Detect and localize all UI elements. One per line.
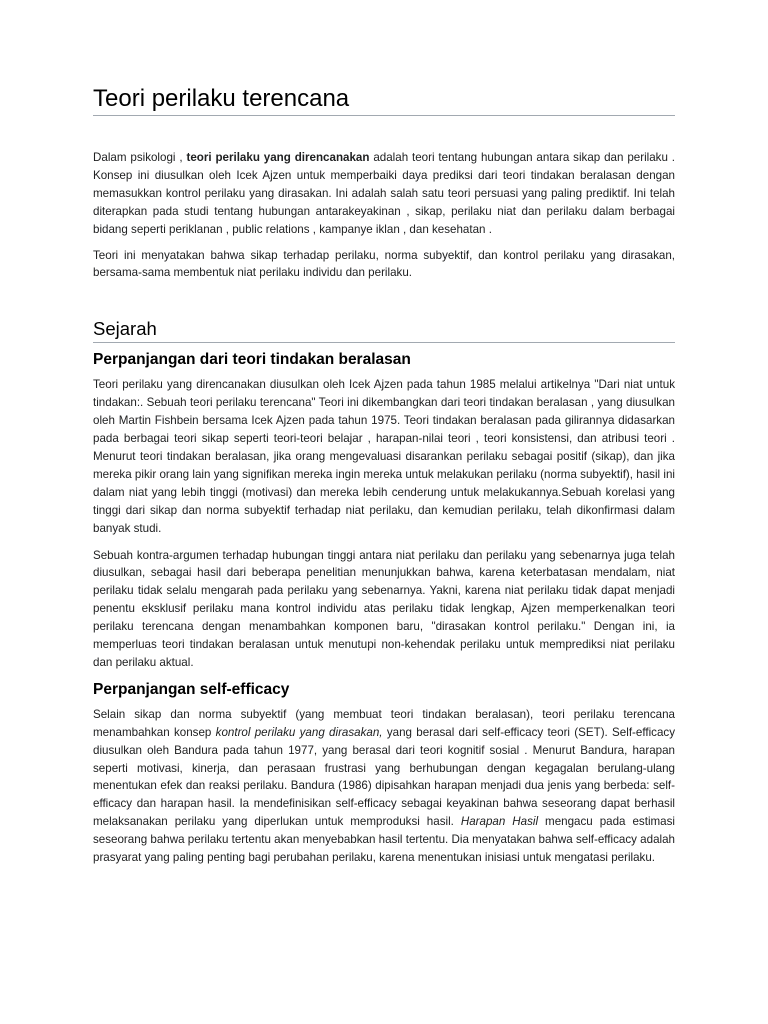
intro-paragraph-2: Teori ini menyatakan bahwa sikap terhadap perilaku, norma subyektif, dan kontrol perilaku yang dirasakan, bersama-sama membentuk niat perilaku individu dan perilaku. (93, 248, 675, 280)
intro-p1-text-c: adalah teori tentang hubungan antara sikap dan perilaku . Konsep ini diusulkan oleh Icek Ajzen untuk memperbaiki daya prediksi dari teori tindakan beralasan dengan memasukkan kontrol perilaku yang dirasakan. Ini adalah salah satu teori persuasi yang paling prediktif. Ini telah diterapkan pada studi tentang hubungan antarakeyakinan , sikap, perilaku niat dan perilaku dalam berbagai bidang seperti periklanan , public relations , kampanye iklan , dan kesehatan . (93, 151, 676, 236)
sub2-p1-text-a: Selain sikap dan norma subyektif (yang membuat teori tindakan beralasan), teori perilaku terencana menambahkan konsep (93, 707, 675, 739)
subsection-heading-tindakan-beralasan: Perpanjangan dari teori tindakan beralasan (93, 351, 411, 369)
sejarah-sub2-paragraph-1 (93, 706, 675, 867)
sub2-p1-text-c: yang berasal dari self-efficacy teori (SET). Self-efficacy diusulkan oleh Bandura pada tahun 1977, yang berasal dari teori kognitif sosial . Menurut Bandura, harapan seperti motivasi, kinerja, dan perasaan frustrasi yang berhubungan dengan kegagalan berulang-ulang menentukan efek dan reaksi perilaku. Bandura (1986) dipisahkan harapan menjadi dua jenis yang berbeda: self-efficacy dan harapan hasil. Ia mendefinisikan self-efficacy sebagai keyakinan bahwa seseorang dapat berhasil melaksanakan perilaku yang diperlukan untuk memproduksi hasil. (93, 725, 675, 829)
sejarah-sub1-paragraph-2: Sebuah kontra-argumen terhadap hubungan tinggi antara niat perilaku dan perilaku yang sebenarnya juga telah diusulkan, sebagai hasil dari beberapa penelitian menunjukkan bahwa, karena keterbatasan mendalam, niat perilaku tidak selalu mengarah pada perilaku yang sebenarnya. Yakni, karena niat perilaku tidak dapat menjadi penentu eksklusif perilaku mana kontrol individu atas perilaku tidak lengkap, Ajzen memperkenalkan teori perilaku terencana dengan menambahkan komponen baru, "dirasakan kontrol perilaku." Dengan ini, ia memperluas teori tindakan beralasan untuk menutupi non-kehendak perilaku untuk memprediksi niat perilaku dan perilaku aktual. (93, 548, 675, 669)
intro-p1-text-a: Dalam psikologi , (93, 151, 187, 164)
intro-p1-bold-term: teori perilaku yang direncanakan (186, 151, 370, 164)
section-heading-sejarah: Sejarah (93, 317, 675, 343)
intro-paragraph-1 (93, 149, 675, 239)
sejarah-sub1-paragraph-1: Teori perilaku yang direncanakan diusulkan oleh Icek Ajzen pada tahun 1985 melalui artikelnya "Dari niat untuk tindakan:. Sebuah teori perilaku terencana" Teori ini dikembangkan dari teori tindakan beralasan , yang diusulkan oleh Martin Fishbein bersama Icek Ajzen pada tahun 1975. Teori tindakan beralasan pada gilirannya didasarkan pada berbagai teori sikap seperti teori-teori belajar , harapan-nilai teori , teori konsistensi, dan atribusi teori . Menurut teori tindakan beralasan, jika orang mengevaluasi disarankan perilaku sebagai positif (sikap), dan jika mereka pikir orang lain yang signifikan mereka ingin mereka untuk melakukan perilaku (norma subyektif), hasil ini dalam niat yang lebih tinggi (motivasi) dan mereka lebih cenderung untuk melakukannya.Sebuah korelasi yang tinggi dari sikap dan norma subyektif terhadap niat perilaku, dan kemudian perilaku, telah dikonfirmasi dalam banyak studi. (93, 378, 675, 535)
subsection-heading-self-efficacy: Perpanjangan self-efficacy (93, 680, 290, 698)
sub2-p1-text-e: mengacu pada estimasi seseorang bahwa perilaku tertentu akan menyebabkan hasil tertentu. Dia menyatakan bahwa self-efficacy adalah prasyarat yang paling penting bagi perubahan perilaku, karena menentukan inisiasi untuk mengatasi perilaku. (93, 815, 675, 865)
article-content (93, 84, 675, 867)
article-title: Teori perilaku terencana (93, 84, 675, 116)
sub2-p1-italic-term-1: kontrol perilaku yang dirasakan, (215, 725, 383, 739)
sub2-p1-italic-term-2: Harapan Hasil (460, 815, 539, 829)
